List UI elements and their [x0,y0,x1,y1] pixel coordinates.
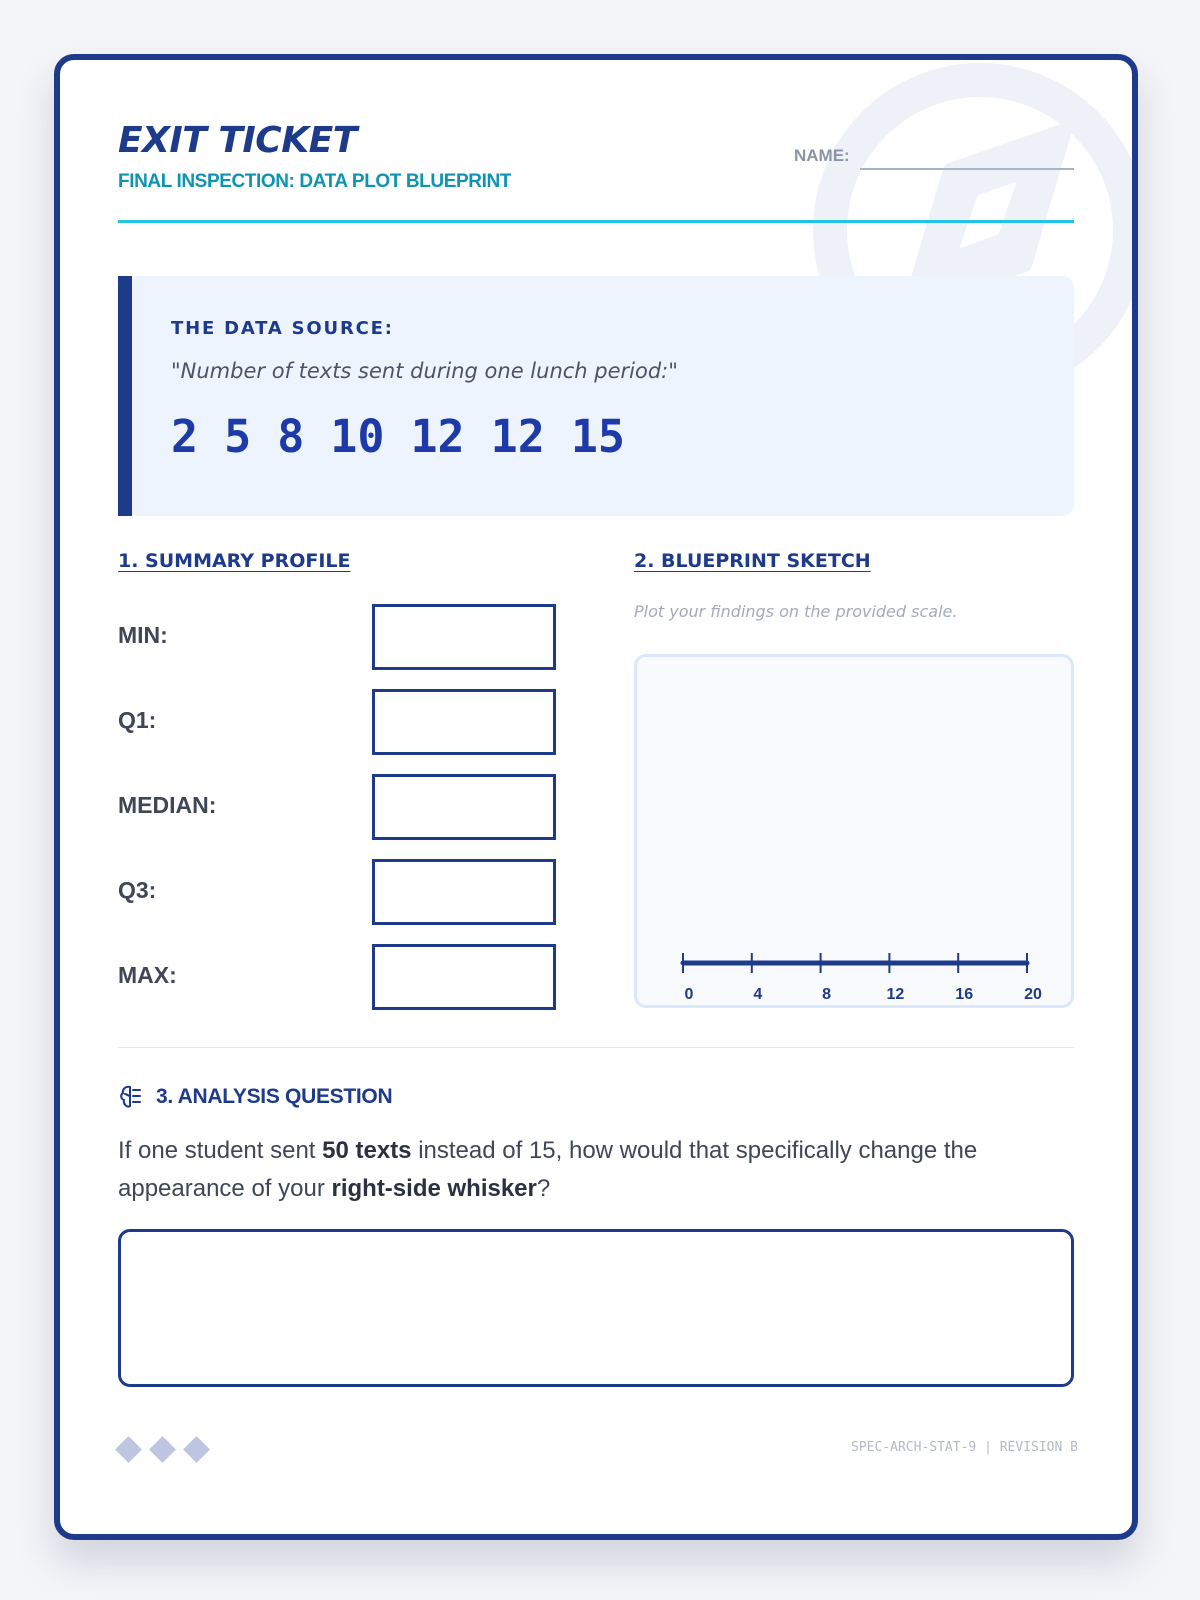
stat-row-q1 [118,689,558,755]
name-field[interactable] [860,168,1074,170]
question-header [118,1084,392,1110]
page-title: EXIT TICKET [118,120,357,161]
question-text-part: instead of 15, how would that specifically change the appearance of your [118,1137,978,1202]
diamond-icon [115,1436,142,1463]
stat-label: MEDIAN: [118,792,217,818]
data-source-label: THE DATA SOURCE: [171,318,394,339]
axis-tick-label: 4 [753,986,763,1003]
number-line-chart [637,657,1071,1005]
max-input[interactable] [372,944,556,1010]
question-heading: 3. ANALYSIS QUESTION [156,1085,393,1108]
diamond-icon [183,1436,210,1463]
axis-tick-label: 0 [684,986,694,1003]
section-divider [118,1047,1074,1048]
stat-label: Q1: [118,707,157,733]
exit-ticket-card [54,54,1138,1540]
stat-row-q3 [118,859,558,925]
median-input[interactable] [372,774,556,840]
data-value: 8 [277,410,305,463]
data-value: 5 [224,410,252,463]
page-subtitle: FINAL INSPECTION: DATA PLOT BLUEPRINT [118,171,511,192]
stat-row-max [118,944,558,1010]
blueprint-plot-area[interactable] [634,654,1074,1008]
header-divider [118,220,1074,223]
sketch-heading: 2. BLUEPRINT SKETCH [634,550,871,572]
footer-decoration [114,1435,211,1464]
data-values [171,410,625,463]
question-emphasis: 50 texts [322,1137,412,1164]
brain-icon [118,1084,144,1110]
data-source-panel [118,276,1074,516]
stat-row-median [118,774,558,840]
data-value: 10 [330,410,385,463]
axis-tick-label: 12 [886,986,905,1003]
question-emphasis: right-side whisker [331,1175,537,1202]
data-value: 12 [410,410,465,463]
data-value: 2 [171,410,199,463]
question-text-part: If one student sent [118,1137,323,1164]
document-code: SPEC-ARCH-STAT-9 | REVISION B [851,1440,1078,1455]
summary-heading: 1. SUMMARY PROFILE [118,550,351,572]
question-text [118,1132,1078,1208]
min-input[interactable] [372,604,556,670]
q1-input[interactable] [372,689,556,755]
q3-input[interactable] [372,859,556,925]
axis-tick-label: 20 [1024,986,1042,1003]
data-source-quote: "Number of texts sent during one lunch period:" [171,359,678,383]
diamond-icon [149,1436,176,1463]
stat-row-min [118,604,558,670]
data-value: 12 [490,410,545,463]
axis-tick-label: 16 [955,986,974,1003]
stat-label: MIN: [118,622,168,648]
name-label: NAME: [794,146,850,165]
stat-label: MAX: [118,962,177,988]
axis-tick-label: 8 [822,986,832,1003]
sketch-hint: Plot your findings on the provided scale. [634,602,958,621]
answer-textbox[interactable] [118,1229,1074,1387]
question-text-part: ? [536,1175,551,1202]
data-value: 15 [570,410,626,463]
stat-label: Q3: [118,877,157,903]
